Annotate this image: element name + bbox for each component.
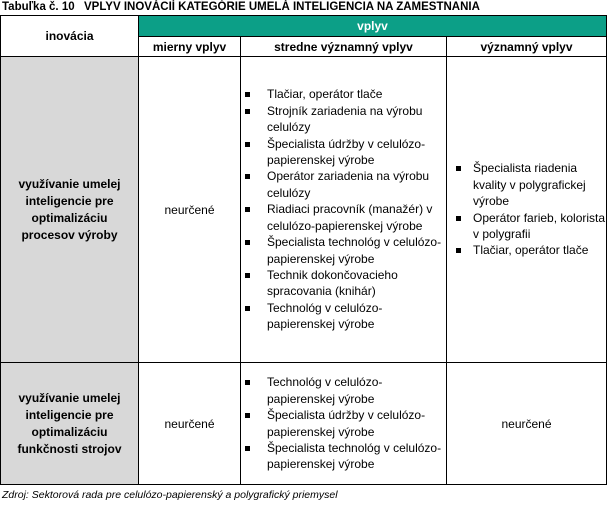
cell-mierny-procesy: neurčené — [139, 57, 241, 363]
table-caption — [2, 0, 480, 15]
list-item: Tlačiar, operátor tlače — [447, 242, 606, 258]
header-inovacia: inovácia — [1, 16, 139, 57]
occupation-list — [241, 374, 446, 472]
cell-vyznamny-procesy — [447, 57, 607, 363]
occupation-list — [447, 160, 606, 258]
header-row-top — [1, 16, 607, 37]
list-item: Strojník zariadenia na výrobu celulózy — [241, 103, 446, 136]
list-item: Operátor zariadenia na výrobu celulózy — [241, 168, 446, 201]
header-stredne-vyznamny-vplyv: stredne významný vplyv — [241, 37, 447, 57]
row-label-funkcnost-strojov: využívanie umelej inteligencie pre optimalizáciu funkčnosti strojov — [1, 363, 139, 485]
header-mierny-vplyv: mierny vplyv — [139, 37, 241, 57]
list-item: Špecialista technológ v celulózo-papierenskej výrobe — [241, 234, 446, 267]
list-item: Riadiaci pracovník (manažér) v celulózo-papierenskej výrobe — [241, 201, 446, 234]
row-label-procesy-vyroby: využívanie umelej inteligencie pre optimalizáciu procesov výroby — [1, 57, 139, 363]
table-row — [1, 363, 607, 485]
list-item: Tlačiar, operátor tlače — [241, 86, 446, 102]
cell-mierny-stroje: neurčené — [139, 363, 241, 485]
list-item: Technológ v celulózo-papierenskej výrobe — [241, 374, 446, 407]
cell-stredne-procesy — [241, 57, 447, 363]
table-number: Tabuľka č. 10 — [2, 1, 75, 13]
table-title: VPLYV INOVÁCIÍ KATEGÓRIE UMELÁ INTELIGENCIA NA ZAMESTNANIA — [84, 1, 480, 13]
occupation-list — [241, 86, 446, 332]
header-vyznamny-vplyv: významný vplyv — [447, 37, 607, 57]
cell-stredne-stroje — [241, 363, 447, 485]
list-item: Špecialista technológ v celulózo-papierenskej výrobe — [241, 440, 446, 473]
source-note: Zdroj: Sektorová rada pre celulózo-papierenský a polygrafický priemysel — [2, 489, 338, 501]
list-item: Špecialista údržby v celulózo-papierenskej výrobe — [241, 407, 446, 440]
list-item: Operátor farieb, kolorista v polygrafii — [447, 210, 606, 243]
impact-table — [0, 15, 607, 485]
list-item: Špecialista riadenia kvality v polygrafickej výrobe — [447, 160, 606, 209]
list-item: Technológ v celulózo-papierenskej výrobe — [241, 300, 446, 333]
header-vplyv: vplyv — [139, 16, 607, 37]
cell-vyznamny-stroje: neurčené — [447, 363, 607, 485]
table-row — [1, 57, 607, 363]
list-item: Technik dokončovacieho spracovania (knihár) — [241, 267, 446, 300]
list-item: Špecialista údržby v celulózo-papierenskej výrobe — [241, 136, 446, 169]
